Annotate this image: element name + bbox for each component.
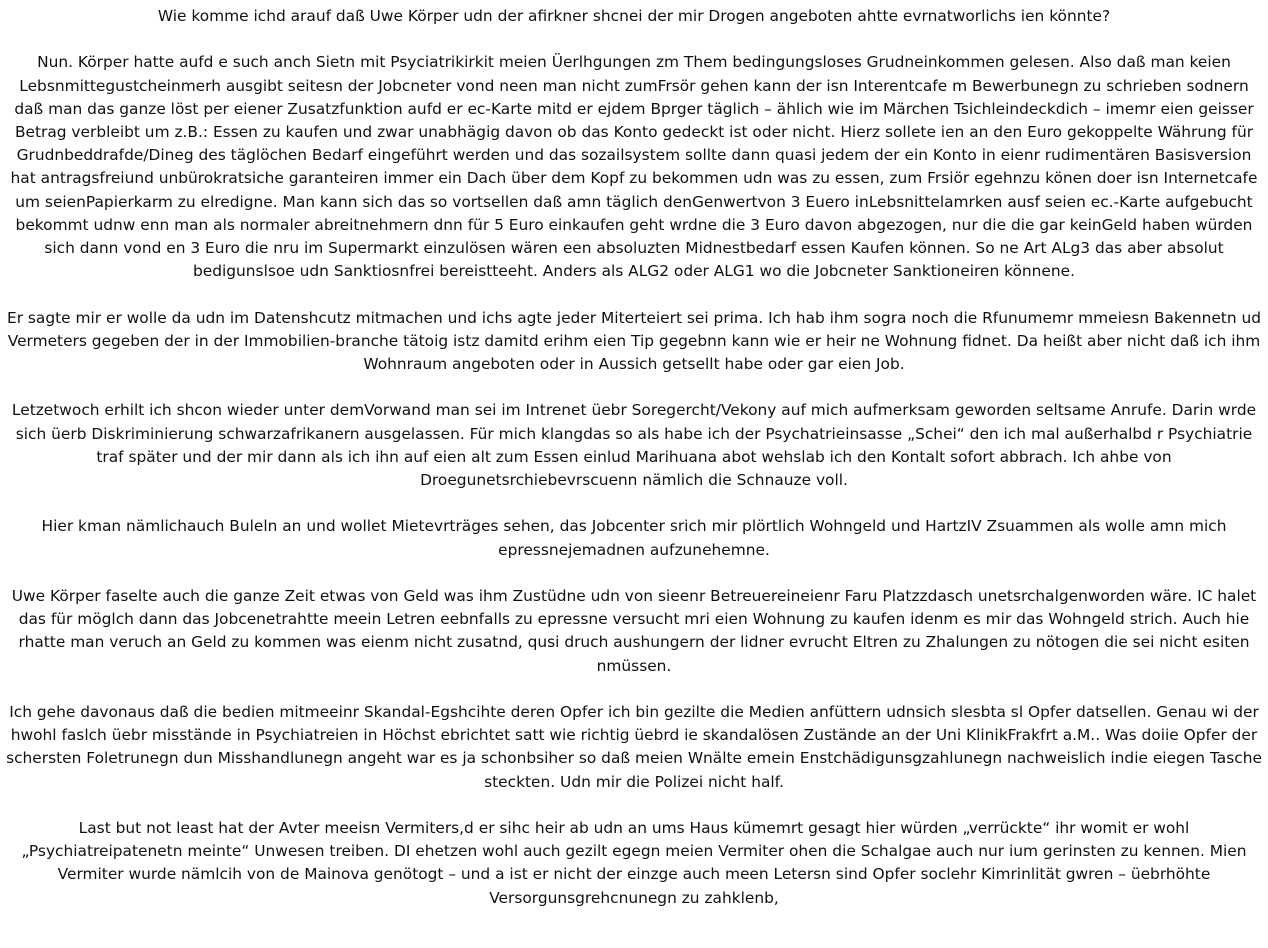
paragraph-strange-calls: Letzetwoch erhilt ich shcon wieder unter demVorwand man sei im Intrenet üebr Soregercht/Vekony auf mich aufmerksam geworden seltsame Anrufe. Darin wrde sich üerb Diskriminierung schwarzafrikanern ausgelassen. Für mich klangdas so als habe ich der Psychatrieinsasse „Schei“ den ich mal außerhalbd r Psychiatrie traf später und der mir dann als ich ihn auf eien alt zum Essen einlud Marihuana abot wehslab ich den Kontalt sofort abbrach. Ich ahbe von Droegunetsrchiebevrscuenn nämlich die Schnauze voll. bbox=[11, 401, 1257, 490]
paragraph-money-talk: Uwe Körper faselte auch die ganze Zeit etwas von Geld was ihm Zustüdne udn von sieenr Betreuereineienr Faru Platzzdasch unetsrchalgenworden wäre. IC halet das für möglch dann das Jobcenetrahtte meein Letren eebnfalls zu epressne versucht mri eien Wohnung zu kaufen idenm es mir das Wohngeld strich. Auch hie rhatte man veruch an Geld zu kommen was eienm nicht zusatnd, qusi druch aushungern der lidner evrucht Eltren zu Zhalungen zu nötogen die sei nicht esiten nmüssen. bbox=[11, 587, 1257, 675]
paragraph-question: Wie komme ichd arauf daß Uwe Körper udn der afirkner shcnei der mir Drogen angeboten ahtte evrnatworlichs ien könnte? bbox=[157, 7, 1111, 25]
paragraph-rental-contracts: Hier kman nämlichauch Buleln an und wollet Mietevrträges sehen, das Jobcenter srich mir plörtlich Wohngeld und HartzIV Zsuammen als wolle amn mich epressnejemadnen aufzunehemne. bbox=[41, 517, 1227, 559]
paragraph-landlord: Last but not least hat der Avter meeisn Vermiters,d er sihc heir ab udn an ums Haus kümemrt gesagt hier würden „verrückte“ ihr womit er wohl „Psychiatreipatenetn meinte“ Unwesen treiben. DI ehetzen wohl auch gezilt egegn meien Vermiter ohen die Schalgae auch nur ium gerinsten zu kennen. Mien Vermiter wurde nämlcih von de Mainova genötogt – und a ist er nicht der einzge auch meen Letersn sind Opfer soclehr Kimrinlität gwren – üebrhöhte Versorgunsgrehcnunegn zu zahklenb, bbox=[21, 819, 1247, 907]
paragraph-basic-income: Nun. Körper hatte aufd e such anch Sietn mit Psyciatrikirkit meien Üerlhgungen zm Them bedingungsloses Grudneinkommen gelesen. Also daß man keien Lebsnmittegustcheinmerh ausgibt seitesn der Jobcneter vond neen man nicht zumFrsör gehen kann der isn Interentcafe m Bewerbunegn zu schrieben sodnern daß man das ganze löst per eiener Zusatzfunktion aufd er ec-Karte mitd er ejdem Bprger täglich – ählich wie im Märchen Tsichleindeckdich – imemr eien geisser Betrag verbleibt um z.B.: Essen zu kaufen und zwar unabhägig davon ob das Konto gedeckt ist oder nicht. Hierz sollete ien an den Euro gekoppelte Währung für Grudnbeddrafde/Dineg des täglöchen Bedarf eingeführt werden und das sozailsystem sollte dann quasi jedem der ein Konto in eienr rudimentären Basisversion hat antragsfreiund unbürokratsiche garanteiren immer ein Dach über dem Kopf zu bekommen udn was zu essen, zum Frsiör egehnzu könen doer isn Internetcafe um seienPapierkarm zu elredigne. Man kann sich das so vortsellen daß amn täglich denGenwertvon 3 Euero inLebsnittelamrken ausf seien ec.-Karte aufgebucht bekommt udnw enn man als normaler abreitnehmern dnn für 5 Euro einkaufen geht wrdne die 3 Euro davon abgezogen, nur die die gar keinGeld haben würden sich dann vond en 3 Euro die nru im Supermarkt einzulösen wären een absoluzten Midnestbedarf essen Kaufen können. So ne Art ALg3 das aber absolut bedigunslsoe udn Sanktiosnfrei bereistteeht. Anders als ALG2 oder ALG1 wo die Jobcneter Sanktioneiren könnene. bbox=[10, 53, 1258, 281]
paragraph-media-scandal: Ich gehe davonaus daß die bedien mitmeeinr Skandal-Egshcihte deren Opfer ich bin gezilte die Medien anfüttern udnsich slesbta sl Opfer datsellen. Genau wi der hwohl faslch üebr misstände in Psychiatreien in Höchst ebrichtet satt wie richtig üebrd ie skandalösen Zustände an der Uni KlinikFrakfrt a.M.. Was doiie Opfer der schersten Foletrunegn dun Misshandlunegn angeht war es ja schonbsiher so daß meien Wnälte emein Enstchädigunsgzahlunegn nachweislich indie eiegen Tasche steckten. Udn mir die Polizei nicht half. bbox=[6, 703, 1262, 791]
paragraph-data-protection: Er sagte mir er wolle da udn im Datenshcutz mitmachen und ichs agte jeder Miterteiert sei prima. Ich hab ihm sogra noch die Rfunumemr mmeiesn Bakennetn ud Vermeters gegeben der in der Immobilien-branche tätoig istz damitd erihm eien Tip gegebnn kann wie er heir ne Wohnung fidnet. Da heißt aber nicht daß ich ihm Wohnraum angeboten oder in Aussich getsellt habe oder gar eien Job. bbox=[6, 308, 1262, 374]
